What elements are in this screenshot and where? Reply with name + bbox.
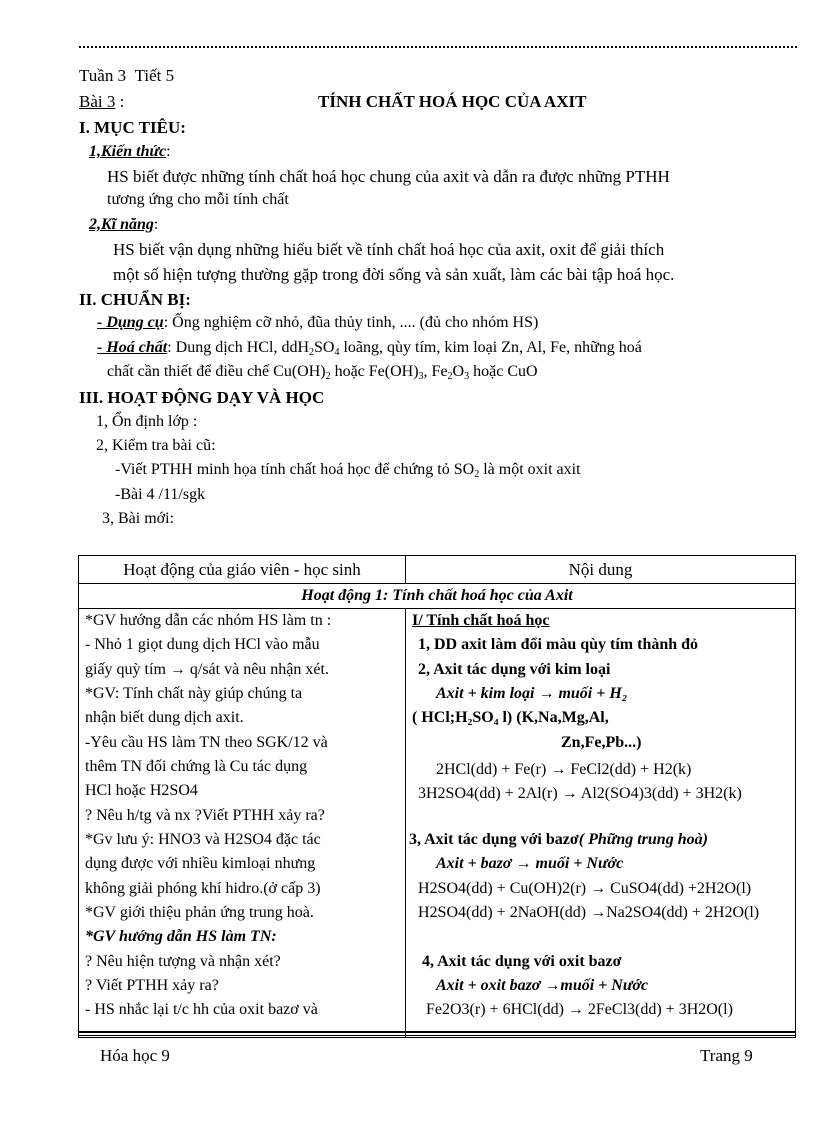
- footer-page-number: Trang 9: [700, 1046, 753, 1065]
- property-2: 2, Axit tác dụng với kim loại: [418, 661, 611, 678]
- property-1: 1, DD axit làm đổi màu qùy tím thành đỏ: [418, 636, 699, 653]
- list-item: *Gv lưu ý: HNO3 và H2SO4 đặc tác: [85, 831, 321, 848]
- chem-text-c: loãng, qùy tím, kim loại Zn, Al, Fe, những hoá: [339, 339, 642, 356]
- list-item: thêm TN đối chứng là Cu tác dụng: [85, 758, 308, 775]
- knowledge-label: 1,Kiến thức: [89, 143, 167, 160]
- step-3: 3, Bài mới:: [102, 510, 175, 527]
- chemicals-label: - Hoá chất: [97, 339, 168, 356]
- list-item: giấy quỳ tím → q/sát và nêu nhận xét.: [85, 661, 329, 678]
- properties-heading: I/ Tính chất hoá học: [412, 612, 550, 629]
- lesson-table: [78, 555, 796, 1038]
- period-label: Tiết 5: [134, 66, 175, 85]
- lesson-line: [79, 92, 124, 112]
- footer-rule-thin: [78, 1035, 796, 1036]
- list-item: dụng được với nhiều kimloại nhưng: [85, 855, 316, 872]
- property-2-examples-2: Zn,Fe,Pb...): [561, 734, 642, 751]
- list-item: - Nhỏ 1 giọt dung dịch HCl vào mẫu: [85, 636, 320, 653]
- col1-header: Hoạt động của giáo viên - học sinh: [79, 556, 406, 584]
- top-dotted-rule: [79, 46, 797, 48]
- review-question-2: -Bài 4 /11/sgk: [115, 486, 206, 503]
- footer-subject: Hóa học 9: [100, 1046, 170, 1065]
- chemicals-line-1: - Hoá chất: Dung dịch HCl, $ddH_2SO_4$ loãng, qùy tím, kim loại Zn, Al, Fe, những hoá: [97, 339, 642, 358]
- tools-text: : Ống nghiệm cỡ nhỏ, đũa thủy tinh, .... (đủ cho nhóm HS): [163, 314, 539, 331]
- list-item: ? Nêu h/tg và nx ?Viết PTHH xảy ra?: [85, 807, 325, 824]
- list-item: ? Nêu hiện tượng và nhận xét?: [85, 953, 281, 970]
- chem-text-2d: O: [452, 363, 465, 380]
- chem-text-2a: chất cần thiết để điều chế Cu(OH): [107, 363, 326, 380]
- chemicals-line-2: chất cần thiết để điều chế $Cu(OH)_2$ hoặc $Fe(OH)_3$, $Fe_2O_3$ hoặc CuO: [107, 363, 538, 382]
- content-cell: [406, 609, 796, 1038]
- equation: 3H2SO4(dd) + 2Al(r) → Al2(SO4)3(dd) + 3H2(k): [418, 785, 742, 802]
- chem-text-2b: hoặc Fe(OH): [330, 363, 419, 380]
- page-title: TÍNH CHẤT HOÁ HỌC CỦA AXIT: [318, 92, 587, 111]
- content-column: [406, 609, 795, 1037]
- skills-text-2: một số hiện tượng thường gặp trong đời sống và sản xuất, làm các bài tập hoá học.: [113, 265, 675, 284]
- property-3-line: [409, 831, 708, 849]
- skills-text-1: HS biết vận dụng những hiểu biết về tính chất hoá học của axit, oxit để giải thích: [113, 240, 665, 259]
- review-question-1: -Viết PTHH minh họa tính chất hoá học để chứng tỏ $SO_2$ là một oxit axit: [115, 461, 581, 480]
- list-item: nhận biết dung dịch axit.: [85, 709, 244, 726]
- q1b: là một oxit axit: [479, 461, 581, 478]
- footer-rule-thick: [78, 1031, 796, 1033]
- step-2: 2, Kiểm tra bài cũ:: [96, 437, 216, 454]
- chem-text-b: SO: [314, 339, 335, 356]
- chem-text-2e: hoặc CuO: [469, 363, 538, 380]
- equation: 2HCl(dd) + Fe(r) → FeCl2(dd) + H2(k): [436, 761, 692, 778]
- list-item: *GV giới thiệu phản ứng trung hoà.: [85, 904, 314, 921]
- property-4: 4, Axit tác dụng với oxit bazơ: [422, 953, 622, 970]
- list-item: *GV: Tính chất này giúp chúng ta: [85, 685, 303, 702]
- property-2-examples-1: ( HCl;H₂SO₄ l) (K,Na,Mg,Al,: [412, 709, 609, 726]
- skills-label: 2,Kĩ năng: [89, 216, 154, 233]
- property-3: 3, Axit tác dụng với bazơ: [409, 831, 579, 848]
- tools-line: [97, 314, 538, 332]
- teacher-activities-cell: [79, 609, 406, 1038]
- chem-text-a: : Dung dịch HCl, ddH: [167, 339, 309, 356]
- knowledge-text-2: tương ứng cho mỗi tính chất: [107, 191, 289, 208]
- activities-heading: III. HOẠT ĐỘNG DẠY VÀ HỌC: [79, 388, 325, 407]
- equation: H2SO4(dd) + 2NaOH(dd) →Na2SO4(dd) + 2H2O(l): [418, 904, 760, 921]
- list-item: ? Viết PTHH xảy ra?: [85, 977, 219, 994]
- knowledge-text-1: HS biết được những tính chất hoá học chung của axit và dẫn ra được những PTHH: [107, 167, 670, 186]
- list-item: - HS nhắc lại t/c hh của oxit bazơ và: [85, 1001, 318, 1018]
- objectives-heading: I. MỤC TIÊU:: [79, 118, 186, 137]
- equation: Fe2O3(r) + 6HCl(dd) → 2FeCl3(dd) + 3H2O(l): [426, 1001, 733, 1018]
- q1a: -Viết PTHH minh họa tính chất hoá học để chứng tỏ SO: [115, 461, 475, 478]
- section-title: Hoạt động 1: Tính chất hoá học của Axit: [79, 584, 796, 609]
- lesson-sep: :: [119, 92, 125, 111]
- property-3-note: ( Phững trung hoà): [578, 831, 708, 848]
- property-3-scheme: Axit + bazơ → muối + Nước: [436, 855, 624, 872]
- knowledge-label-line: 1,Kiến thức:: [89, 143, 171, 160]
- list-item: HCl hoặc H2SO4: [85, 782, 198, 799]
- step-1: 1, Ổn định lớp :: [96, 413, 198, 430]
- property-4-scheme: Axit + oxit bazơ →muối + Nước: [436, 977, 649, 994]
- list-item: *GV hướng dẫn các nhóm HS làm tn :: [85, 612, 332, 629]
- teacher-activities: [79, 609, 405, 1037]
- lesson-label: Bài 3: [79, 92, 116, 111]
- col2-header: Nội dung: [406, 556, 796, 584]
- list-item: không giải phóng khí hidro.(ở cấp 3): [85, 880, 321, 897]
- list-item: *GV hướng dẫn HS làm TN:: [85, 928, 277, 945]
- skills-label-line: 2,Kĩ năng:: [89, 216, 159, 233]
- equation: H2SO4(dd) + Cu(OH)2(r) → CuSO4(dd) +2H2O(l): [418, 880, 752, 897]
- week-label: Tuần 3: [79, 66, 127, 85]
- list-item: -Yêu cầu HS làm TN theo SGK/12 và: [85, 734, 328, 751]
- week-period-line: [79, 66, 174, 86]
- chem-text-2c: , Fe: [423, 363, 448, 380]
- preparation-heading: II. CHUẨN BỊ:: [79, 290, 191, 309]
- tools-label: - Dụng cụ: [97, 314, 164, 331]
- property-2-scheme: Axit + kim loại → muối + H₂: [436, 685, 628, 702]
